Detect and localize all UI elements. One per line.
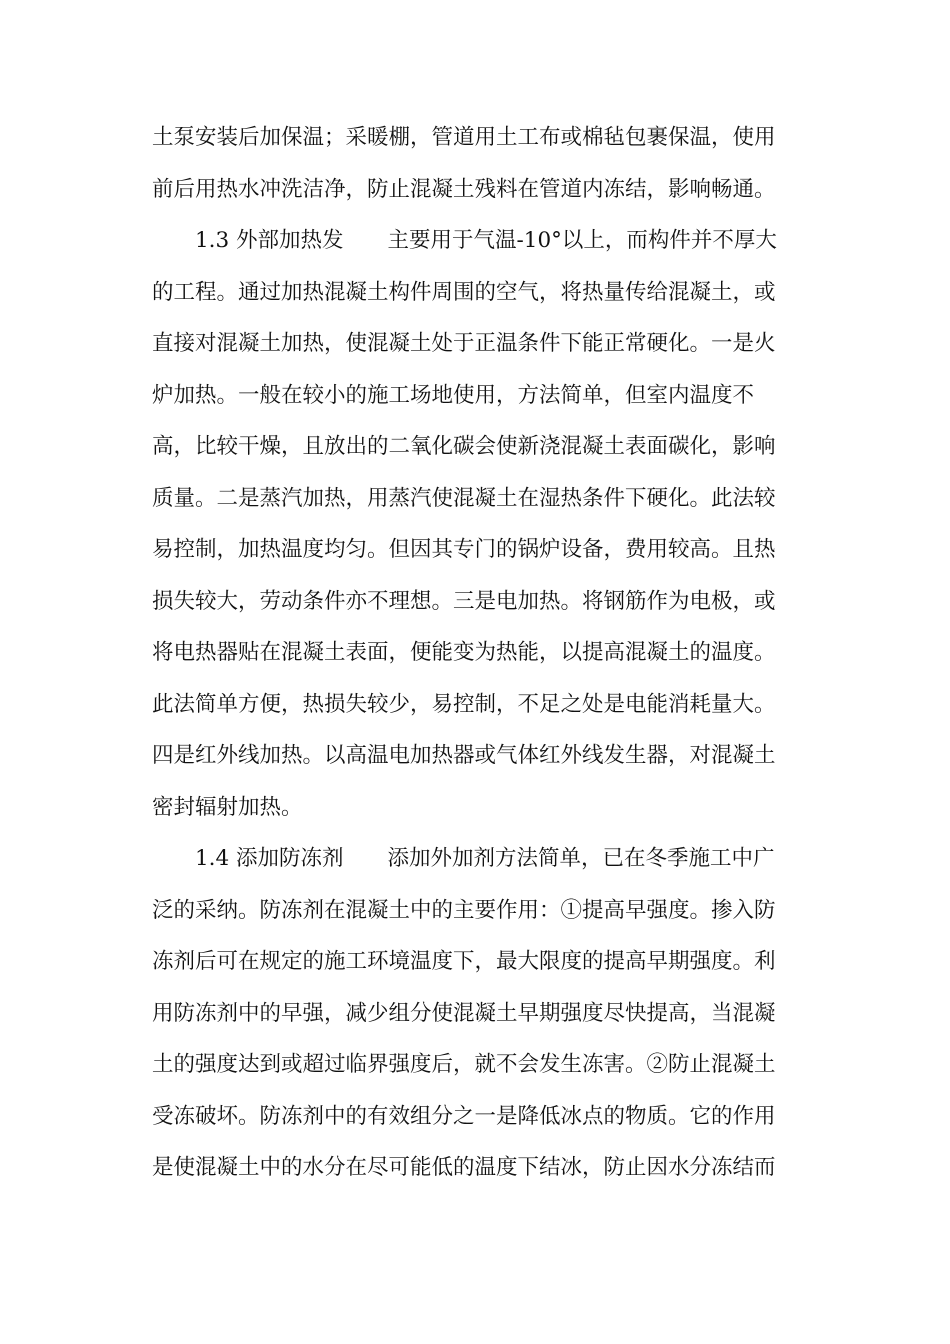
text-line: 损失较大，劳动条件亦不理想。三是电加热。将钢筋作为电极，或 xyxy=(152,588,776,614)
text-line: 此法简单方便，热损失较少，易控制，不足之处是电能消耗量大。 xyxy=(152,691,776,717)
text-line: 的工程。通过加热混凝土构件周围的空气，将热量传给混凝土，或 xyxy=(152,279,776,305)
text-line: 高，比较干燥，且放出的二氧化碳会使新浇混凝土表面碳化，影响 xyxy=(152,434,776,459)
text-line: 受冻破坏。防冻剂中的有效组分之一是降低冰点的物质。它的作用 xyxy=(152,1103,776,1129)
text-line: 土的强度达到或超过临界强度后，就不会发生冻害。②防止混凝土 xyxy=(152,1052,776,1077)
text-line: 用防冻剂中的早强，减少组分使混凝土早期强度尽快提高，当混凝 xyxy=(152,1000,776,1026)
text-line: 直接对混凝土加热，使混凝土处于正温条件下能正常硬化。一是火 xyxy=(152,331,776,356)
text-line: 四是红外线加热。以高温电加热器或气体红外线发生器，对混凝土 xyxy=(152,743,776,768)
text-line: 冻剂后可在规定的施工环境温度下，最大限度的提高早期强度。利 xyxy=(152,949,776,974)
body-text xyxy=(152,112,812,1194)
text-line: 是使混凝土中的水分在尽可能低的温度下结冰，防止因水分冻结而 xyxy=(152,1155,776,1180)
section-1-3-heading: 1.3 外部加热发 xyxy=(195,228,344,253)
text-line: 质量。二是蒸汽加热，用蒸汽使混凝土在湿热条件下硬化。此法较 xyxy=(152,485,776,511)
text-line: 炉加热。一般在较小的施工场地使用，方法简单，但室内温度不 xyxy=(152,382,755,408)
text-line: 易控制，加热温度均匀。但因其专门的锅炉设备，费用较高。且热 xyxy=(152,537,776,562)
text-line: 土泵安装后加保温；采暖棚，管道用土工布或棉毡包裹保温，使用 xyxy=(152,125,776,150)
section-1-4-line xyxy=(152,833,812,885)
text-line: 前后用热水冲洗洁净，防止混凝土残料在管道内冻结，影响畅通。 xyxy=(152,176,776,202)
section-1-4-text: 添加外加剂方法简单，已在冬季施工中广 xyxy=(387,846,775,871)
text-line: 密封辐射加热。 xyxy=(152,794,303,820)
text-line: 泛的采纳。防冻剂在混凝土中的主要作用：①提高早强度。掺入防 xyxy=(152,897,776,923)
section-1-4-heading: 1.4 添加防冻剂 xyxy=(195,846,344,871)
text-line: 将电热器贴在混凝土表面，便能变为热能，以提高混凝土的温度。 xyxy=(152,640,776,665)
section-1-3-line xyxy=(152,215,812,267)
section-1-3-text: 主要用于气温-10°以上，而构件并不厚大 xyxy=(387,228,777,253)
